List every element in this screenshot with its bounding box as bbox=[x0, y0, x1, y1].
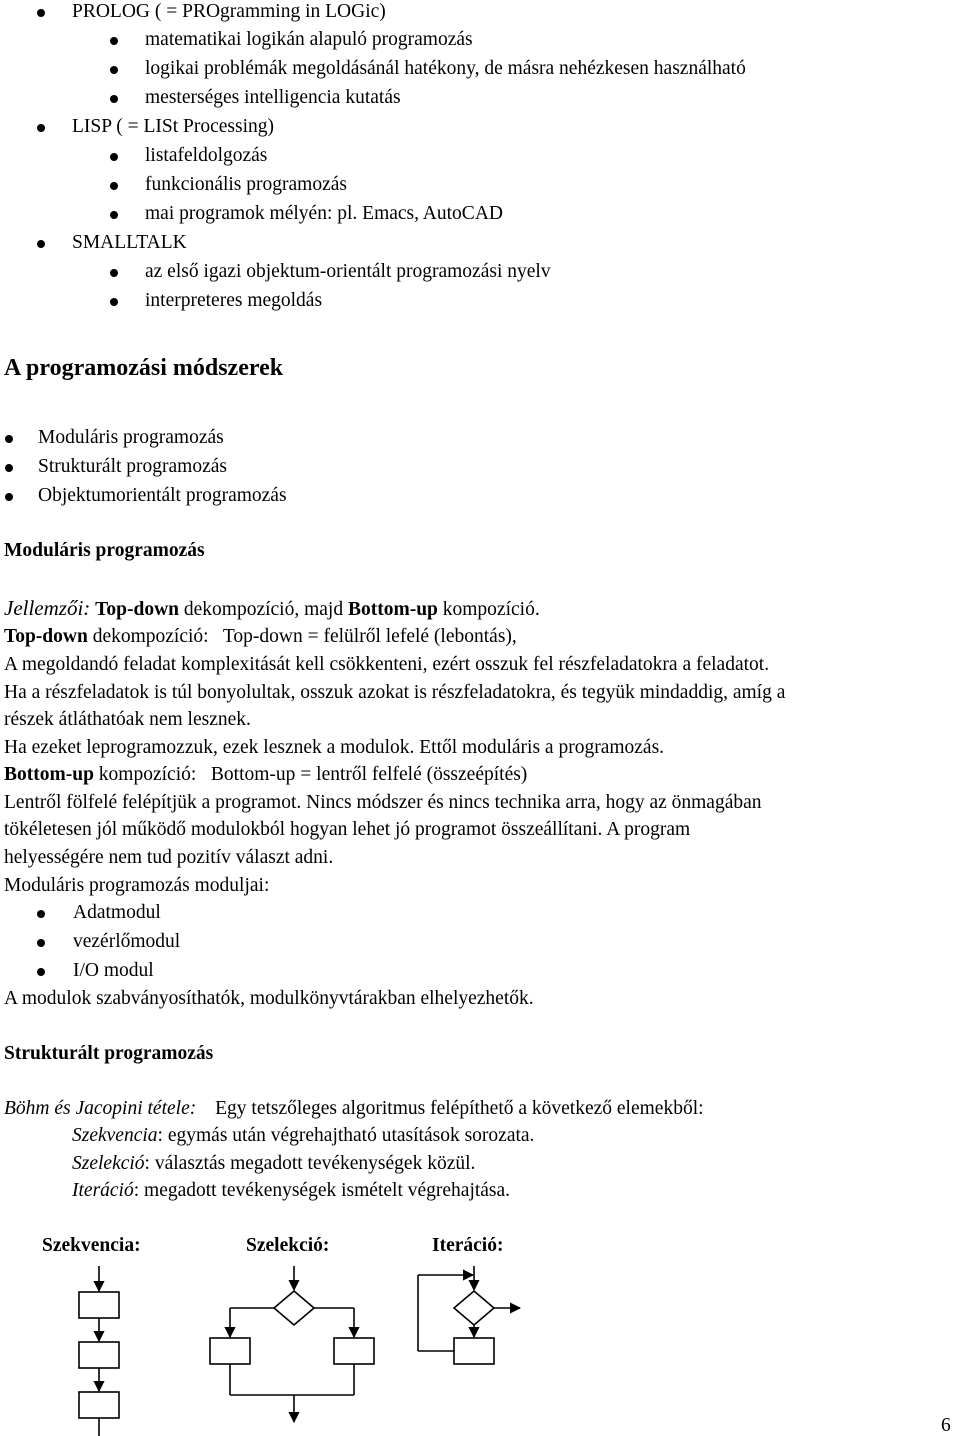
process-box bbox=[454, 1338, 494, 1364]
process-box bbox=[79, 1342, 119, 1368]
paragraph-line: Ha a részfeladatok is túl bonyolultak, osszuk azokat is részfeladatokra, és tegyük mindaddig, amíg a bbox=[4, 682, 786, 703]
diagram-label-iteration: Iteráció: bbox=[432, 1235, 504, 1256]
definition-term: Szekvencia bbox=[72, 1125, 158, 1146]
list-item: I/O modul bbox=[73, 960, 154, 981]
list-item: vezérlőmodul bbox=[73, 931, 181, 952]
process-box bbox=[79, 1292, 119, 1318]
decision-diamond bbox=[274, 1291, 314, 1325]
bottom-up-definition: kompozíció: Bottom-up = lentről felfelé (összeépítés) bbox=[98, 764, 528, 785]
modules-closing: A modulok szabványosíthatók, modulkönyvtárakban elhelyezhetők. bbox=[4, 988, 534, 1009]
selection-diagram bbox=[210, 1266, 374, 1422]
top-down-term: Top-down bbox=[95, 599, 179, 620]
definition-desc: : egymás után végrehajtható utasítások sorozata. bbox=[157, 1125, 535, 1146]
modules-intro: Moduláris programozás moduljai: bbox=[4, 875, 270, 896]
list-item: logikai problémák megoldásánál hatékony, de másra nehézkesen használható bbox=[145, 58, 746, 79]
list-item: listafeldolgozás bbox=[145, 145, 268, 166]
process-box bbox=[210, 1338, 250, 1364]
list-item: Objektumorientált programozás bbox=[38, 485, 287, 506]
bottom-up-label: Bottom-up bbox=[4, 764, 94, 785]
page-number: 6 bbox=[941, 1415, 951, 1436]
definition-term: Iteráció bbox=[72, 1180, 134, 1201]
theorem-text: Egy tetszőleges algoritmus felépíthető a következő elemekből: bbox=[215, 1098, 704, 1119]
methods-heading: A programozási módszerek bbox=[4, 355, 284, 381]
definition-desc: : megadott tevékenységek ismételt végrehajtása. bbox=[133, 1180, 511, 1201]
language-lisp: LISP ( = LISt Processing) bbox=[72, 116, 275, 137]
characteristics-end: kompozíció. bbox=[442, 599, 540, 620]
characteristics-mid: dekompozíció, majd bbox=[183, 599, 344, 620]
top-down-definition: dekompozíció: Top-down = felülről lefelé (lebontás), bbox=[92, 626, 517, 647]
diagram-label-selection: Szelekció: bbox=[246, 1235, 330, 1256]
list-item: Strukturált programozás bbox=[38, 456, 227, 477]
list-item: Adatmodul bbox=[73, 902, 161, 923]
paragraph-line: helyességére nem tud pozitív választ adni. bbox=[4, 847, 334, 868]
paragraph-line: Ha ezeket leprogramozzuk, ezek lesznek a modulok. Ettől moduláris a programozás. bbox=[4, 737, 665, 758]
list-item: Moduláris programozás bbox=[38, 427, 224, 448]
iteration-diagram bbox=[418, 1266, 520, 1364]
paragraph-line: A megoldandó feladat komplexitását kell csökkenteni, ezért osszuk fel részfeladatokra a feladatot. bbox=[4, 654, 770, 675]
structured-heading: Strukturált programozás bbox=[4, 1043, 214, 1064]
process-box bbox=[79, 1392, 119, 1418]
list-item: mai programok mélyén: pl. Emacs, AutoCAD bbox=[145, 203, 503, 224]
paragraph-line: Lentről fölfelé felépítjük a programot. Nincs módszer és nincs technika arra, hogy az önmagában bbox=[4, 792, 762, 813]
definition-term: Szelekció bbox=[72, 1153, 145, 1174]
decision-diamond bbox=[454, 1291, 494, 1325]
list-item: matematikai logikán alapuló programozás bbox=[145, 29, 473, 50]
list-item: interpreteres megoldás bbox=[145, 290, 323, 311]
paragraph-line: tökéletesen jól működő modulokból hogyan lehet jó programot összeállítani. A program bbox=[4, 819, 691, 840]
language-prolog: PROLOG ( = PROgramming in LOGic) bbox=[72, 1, 386, 22]
bottom-up-term: Bottom-up bbox=[347, 599, 438, 620]
characteristics-label: Jellemzői: bbox=[4, 596, 91, 620]
list-item: mesterséges intelligencia kutatás bbox=[145, 87, 401, 108]
definition-desc: : választás megadott tevékenységek közül. bbox=[144, 1153, 476, 1174]
list-item: funkcionális programozás bbox=[145, 174, 347, 195]
paragraph-line: részek átláthatóak nem lesznek. bbox=[4, 709, 251, 730]
process-box bbox=[334, 1338, 374, 1364]
top-down-label: Top-down bbox=[4, 626, 88, 647]
language-smalltalk: SMALLTALK bbox=[72, 232, 187, 253]
modular-heading: Moduláris programozás bbox=[4, 540, 205, 561]
diagram-label-sequence: Szekvencia: bbox=[42, 1235, 141, 1256]
theorem-label: Böhm és Jacopini tétele: bbox=[4, 1098, 197, 1119]
list-item: az első igazi objektum-orientált programozási nyelv bbox=[145, 261, 551, 282]
sequence-diagram bbox=[79, 1266, 119, 1436]
